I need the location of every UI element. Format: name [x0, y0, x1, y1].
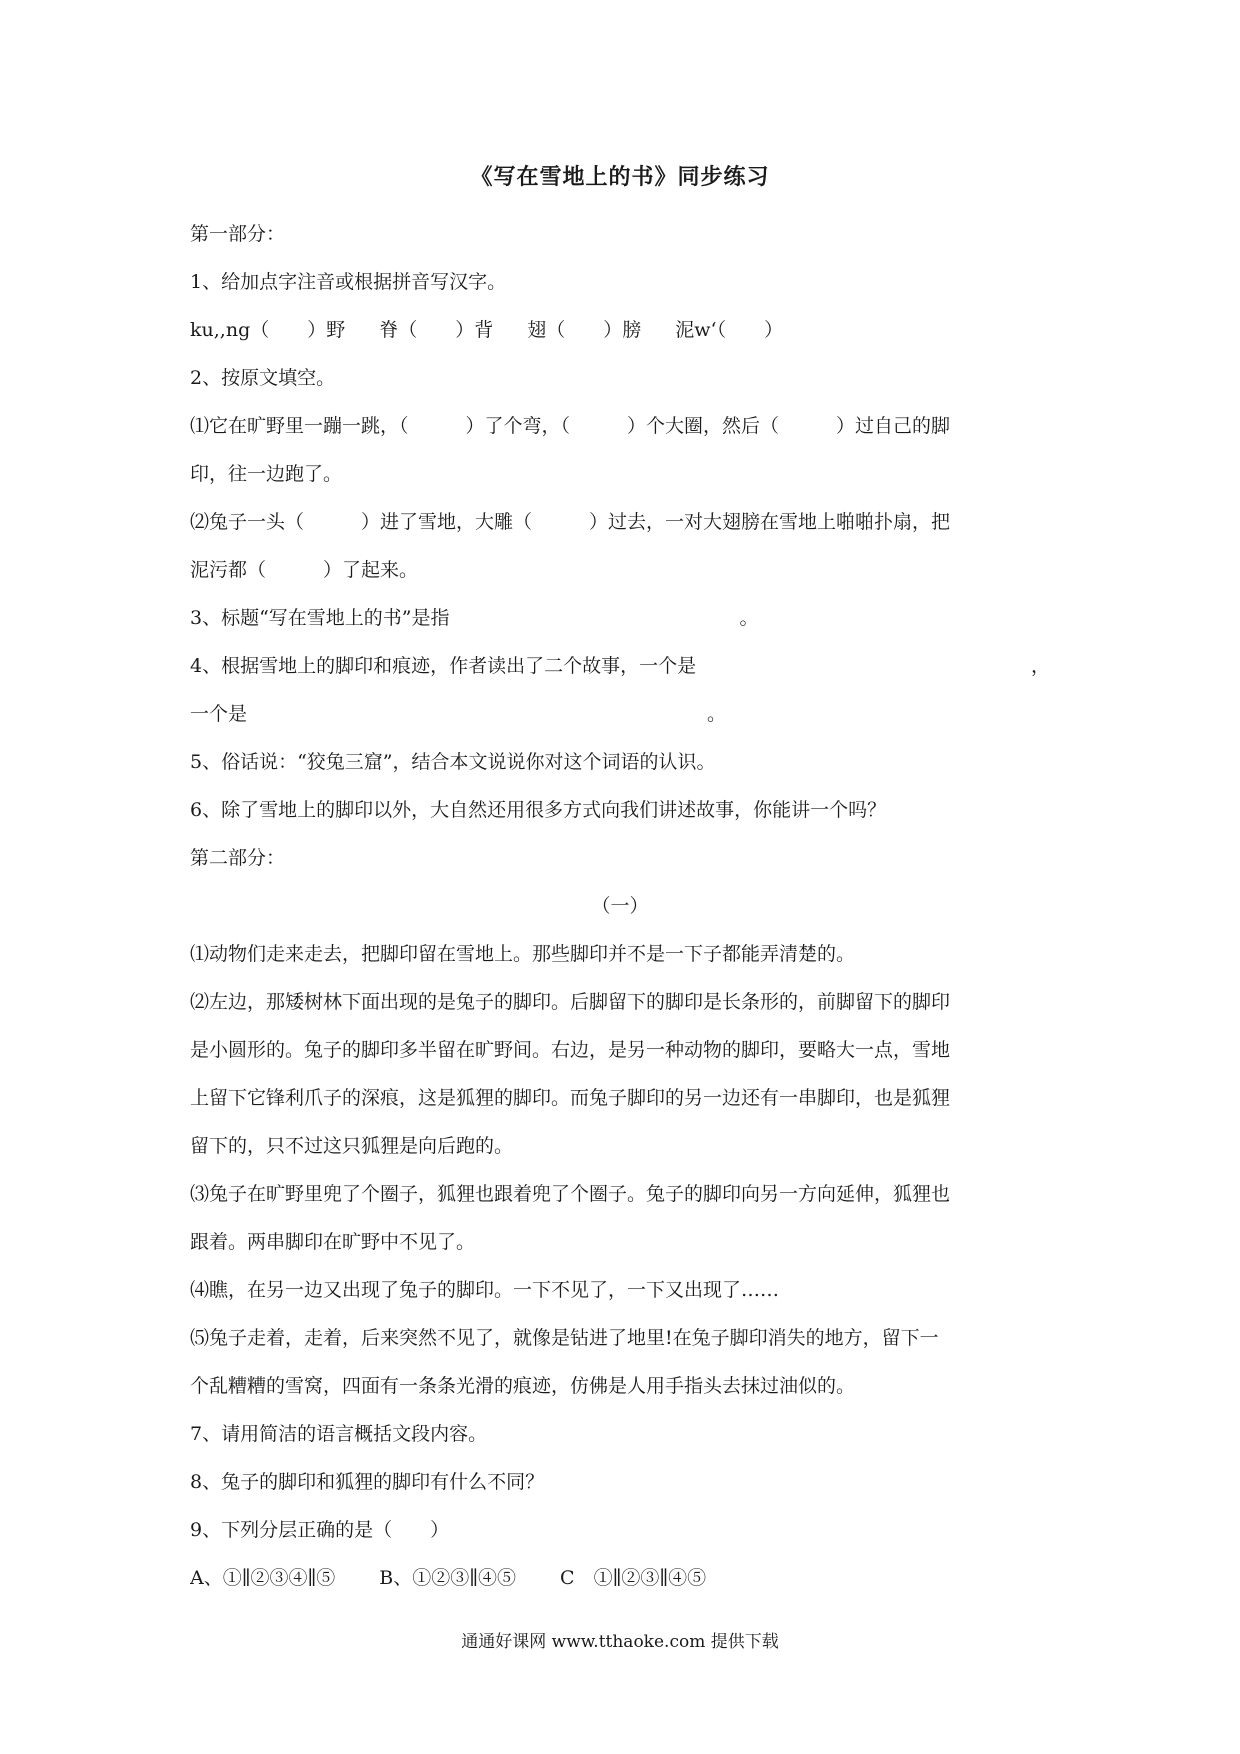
q4-end: 。	[707, 703, 727, 725]
passage-paragraph-3-line-1: ⑶兔子在旷野里兜了个圈子，狐狸也跟着兜了个圈子。兔子的脚印向另一方向延伸，狐狸也	[190, 1183, 951, 1205]
q4-text: 4、根据雪地上的脚印和痕迹，作者读出了二个故事，一个是	[190, 655, 697, 677]
question-5: 5、俗话说：“狡兔三窟”，结合本文说说你对这个词语的认识。	[190, 751, 716, 773]
passage-paragraph-5-line-2: 个乱糟糟的雪窝，四面有一条条光滑的痕迹，仿佛是人用手指头去抹过油似的。	[190, 1375, 856, 1397]
q9-option-a: A、①∥②③④∥⑤	[190, 1567, 336, 1589]
passage-paragraph-5-line-1: ⑸兔子走着，走着，后来突然不见了，就像是钻进了地里!在兔子脚印消失的地方，留下一	[190, 1327, 939, 1349]
document-body	[190, 210, 1050, 1602]
passage-paragraph-2-line-3: 上留下它锋利爪子的深痕，这是狐狸的脚印。而兔子脚印的另一边还有一串脚印，也是狐狸	[190, 1087, 951, 1109]
q1-item-1: ku,,ng（ ）野	[190, 319, 346, 341]
page-footer: 通通好课网 www.tthaoke.com 提供下载	[461, 1632, 779, 1652]
passage-paragraph-2-line-2: 是小圆形的。兔子的脚印多半留在旷野间。右边，是另一种动物的脚印，要略大一点，雪地	[190, 1039, 951, 1061]
question-4	[190, 642, 1050, 690]
q9-option-c: C ①∥②③∥④⑤	[560, 1567, 707, 1589]
question-1-items	[190, 306, 1050, 354]
q2-paragraph-2-line-1: ⑵兔子一头（ ）进了雪地，大雕（ ）过去，一对大翅膀在雪地上啪啪扑扇，把	[190, 511, 951, 533]
q1-item-2: 脊（ ）背	[379, 319, 494, 341]
q4-line-2: 一个是	[190, 703, 248, 725]
q1-item-4: 泥w‘（ ）	[675, 319, 784, 341]
q2-paragraph-2-line-2: 泥污都（ ）了起来。	[190, 559, 419, 581]
question-7: 7、请用简洁的语言概括文段内容。	[190, 1423, 488, 1445]
q3-text: 3、标题“写在雪地上的书”是指	[190, 607, 450, 629]
question-9-options	[190, 1554, 1050, 1602]
passage-paragraph-2-line-1: ⑵左边，那矮树林下面出现的是兔子的脚印。后脚留下的脚印是长条形的，前脚留下的脚印	[190, 991, 951, 1013]
q2-paragraph-1-line-1: ⑴它在旷野里一蹦一跳，（ ）了个弯，（ ）个大圈，然后（ ）过自己的脚	[190, 415, 951, 437]
question-3	[190, 594, 1050, 642]
passage-paragraph-4: ⑷瞧，在另一边又出现了兔子的脚印。一下不见了，一下又出现了……	[190, 1279, 780, 1301]
question-6: 6、除了雪地上的脚印以外，大自然还用很多方式向我们讲述故事，你能讲一个吗？	[190, 799, 887, 821]
part2-heading: 第二部分：	[190, 847, 286, 869]
passage-paragraph-3-line-2: 跟着。两串脚印在旷野中不见了。	[190, 1231, 476, 1253]
passage-paragraph-1: ⑴动物们走来走去，把脚印留在雪地上。那些脚印并不是一下子都能弄清楚的。	[190, 943, 856, 965]
q4-comma: ，	[1030, 655, 1050, 677]
page-title: 《写在雪地上的书》同步练习	[470, 165, 770, 190]
q3-end: 。	[739, 607, 759, 629]
section-heading: （一）	[591, 895, 649, 917]
question-9: 9、下列分层正确的是（ ）	[190, 1519, 450, 1541]
question-1: 1、给加点字注音或根据拼音写汉字。	[190, 271, 507, 293]
question-4-line-2	[190, 690, 1050, 738]
question-8: 8、兔子的脚印和狐狸的脚印有什么不同？	[190, 1471, 545, 1493]
part1-heading: 第一部分：	[190, 223, 286, 245]
q1-item-3: 翅（ ）膀	[527, 319, 642, 341]
question-2: 2、按原文填空。	[190, 367, 336, 389]
q9-option-b: B、①②③∥④⑤	[379, 1567, 517, 1589]
q2-paragraph-1-line-2: 印，往一边跑了。	[190, 463, 343, 485]
passage-paragraph-2-line-4: 留下的，只不过这只狐狸是向后跑的。	[190, 1135, 514, 1157]
